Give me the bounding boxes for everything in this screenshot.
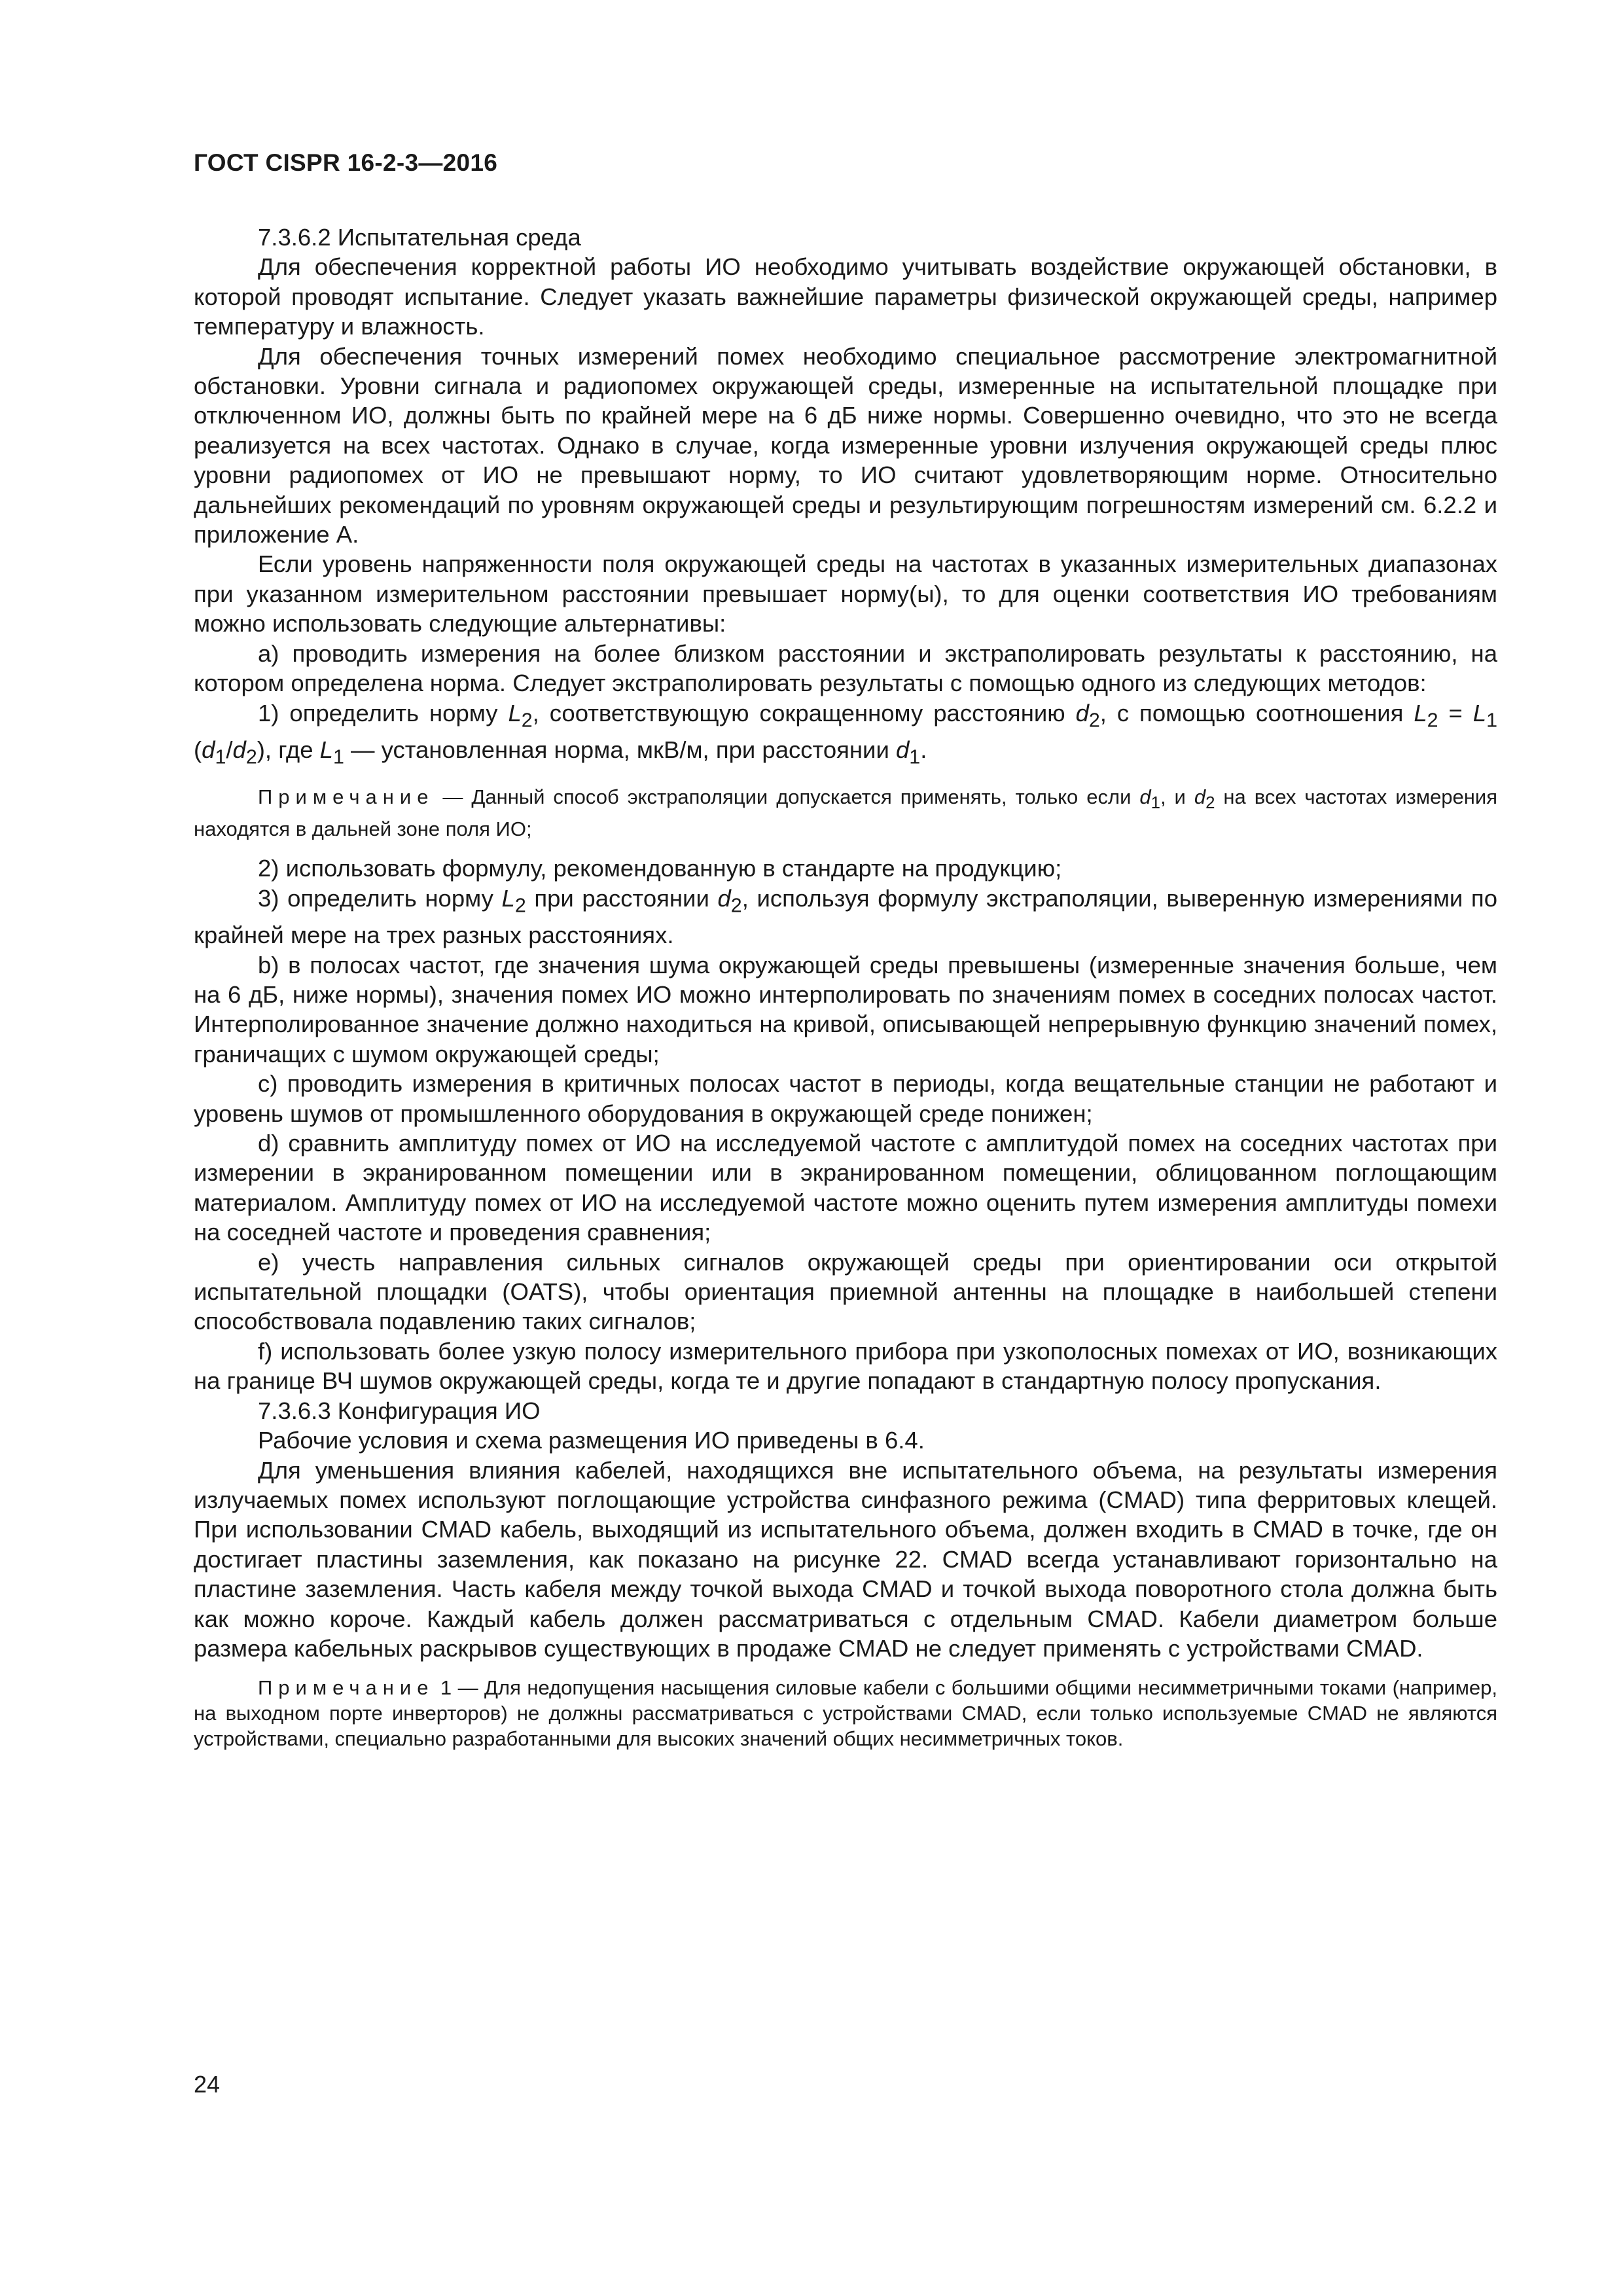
list-item-e: e) учесть направления сильных сигналов окружающей среды при ориентировании оси открытой испытательной площадки (OATS), чтобы ориентация приемной антенны на площадке в наибольшей степени способствовала подавлению таких сигналов; [194,1248,1497,1335]
document-body [194,223,1497,1763]
list-item-f: f) использовать более узкую полосу измерительного прибора при узкополосных помехах от ИО, возникающих на границе ВЧ шумов окружающей среды, когда те и другие попадают в стандартную полосу пропускания. [194,1337,1497,1395]
section-heading-7-3-6-3: 7.3.6.3 Конфигурация ИО [258,1397,541,1424]
paragraph: Рабочие условия и схема размещения ИО приведены в 6.4. [258,1427,925,1454]
list-item-a1: 1) определить норму $L_2$, соответствующую сокращенному расстоянию $d_2$, с помощью соотношения $L_2 = L_1$ $(d_1/d_2)$, где $L_1$ — установленная норма, мкВ/м, при расстоянии $d_1$. [194,699,1497,768]
paragraph: Если уровень напряженности поля окружающей среды на частотах в указанных измерительных диапазонах при указанном измерительном расстоянии превышает норму(ы), то для оценки соответствия ИО требованиям можно использовать следующие альтернативы: [194,550,1497,637]
list-item-a2: 2) использовать формулу, рекомендованную в стандарте на продукцию; [258,855,1062,882]
paragraph: Для уменьшения влияния кабелей, находящихся вне испытательного объема, на результаты измерения излучаемых помех используют поглощающие устройства синфазного режима (CMAD) типа ферритовых клещей. При использовании CMAD кабель, выходящий из испытательного объема, должен входить в CMAD в точке, где он достигает пластины заземления, как показано на рисунке 22. CMAD всегда устанавливают горизонтально на пластине заземления. Часть кабеля между точкой выхода CMAD и точкой выхода поворотного стола должна быть как можно короче. Каждый кабель должен рассматриваться с отдельным CMAD. Кабели диаметром больше размера кабельных раскрывов существующих в продаже CMAD не следует применять с устройствами CMAD. [194,1456,1497,1662]
note: Примечание — Данный способ экстраполяции допускается применять, только если $d_1$, и $d_2$ на всех частотах измерения находятся в дальней зоне поля ИО; [194,785,1498,841]
list-item-a3: 3) определить норму $L_2$ при расстоянии $d_2$, используя формулу экстраполяции, выверенную измерениями по крайней мере на трех разных расстояниях. [194,884,1497,949]
note-label: Примечание [258,1676,435,1700]
document-header: ГОСТ CISPR 16-2-3—2016 [194,149,498,176]
note: Примечание 1 — Для недопущения насыщения силовые кабели с большими общими несимметричными токами (например, на выходном порте инверторов) не должны рассматриваться с устройствами CMAD, если только используемые CMAD не являются устройствами, специально разработанными для высоких значений общих несимметричных токов. [194,1676,1498,1751]
paragraph: Для обеспечения точных измерений помех необходимо специальное рассмотрение электромагнитной обстановки. Уровни сигнала и радиопомех окружающей среды, измеренные на испытательной площадке при отключенном ИО, должны быть по крайней мере на 6 дБ ниже нормы. Совершенно очевидно, что это не всегда реализуется на всех частотах. Однако в случае, когда измеренные уровни излучения окружающей среды плюс уровни радиопомех от ИО не превышают норму, то ИО считают удовлетворяющим норме. Относительно дальнейших рекомендаций по уровням окружающей среды и результирующим погрешностям измерений см. 6.2.2 и приложение А. [194,342,1497,548]
list-item-a: a) проводить измерения на более близком расстоянии и экстраполировать результаты к расстоянию, на котором определена норма. Следует экстраполировать результаты с помощью одного из следующих методов: [194,639,1497,697]
page-number: 24 [194,2071,221,2098]
section-heading-7-3-6-2: 7.3.6.2 Испытательная среда [258,224,581,251]
paragraph: Для обеспечения корректной работы ИО необходимо учитывать воздействие окружающей обстановки, в которой проводят испытание. Следует указать важнейшие параметры физической окружающей среды, например температуру и влажность. [194,253,1497,340]
list-item-d: d) сравнить амплитуду помех от ИО на исследуемой частоте с амплитудой помех на соседних частотах при измерении в экранированном помещении или в экранированном помещении, облицованном поглощающим материалом. Амплитуду помех от ИО на исследуемой частоте можно оценить путем измерения амплитуды помехи на соседней частоте и проведения сравнения; [194,1130,1497,1246]
note-label: Примечание [258,785,435,808]
list-item-c: c) проводить измерения в критичных полосах частот в периоды, когда вещательные станции не работают и уровень шумов от промышленного оборудования в окружающей среде понижен; [194,1070,1497,1127]
list-item-b: b) в полосах частот, где значения шума окружающей среды превышены (измеренные значения больше, чем на 6 дБ, ниже нормы), значения помех ИО можно интерполировать по значениям помех в соседних полосах частот. Интерполированное значение должно находиться на кривой, описывающей непрерывную функцию значений помех, граничащих с шумом окружающей среды; [194,951,1497,1067]
